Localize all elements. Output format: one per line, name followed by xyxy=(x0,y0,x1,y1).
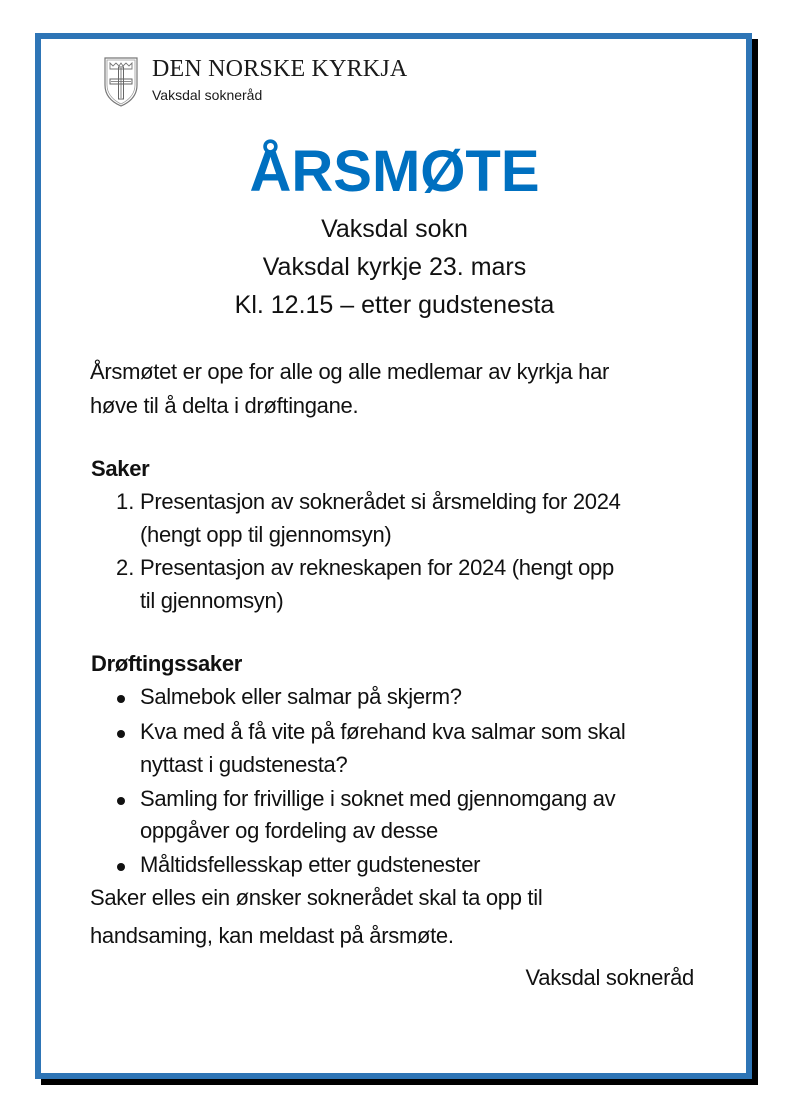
list-item: Kva med å få vite på førehand kva salmar som skal xyxy=(140,719,626,744)
org-subtitle: Vaksdal sokneråd xyxy=(152,87,263,103)
list-item: Salmebok eller salmar på skjerm? xyxy=(140,684,462,709)
org-name: DEN NORSKE KYRKJA xyxy=(152,56,408,82)
list-item: Samling for frivillige i soknet med gjennomgang av xyxy=(140,786,616,811)
bullet-icon xyxy=(117,730,125,738)
list-item: (hengt opp til gjennomsyn) xyxy=(140,522,392,547)
closing-text: Saker elles ein ønsker soknerådet skal ta opp til xyxy=(90,885,543,910)
list-item: Presentasjon av rekneskapen for 2024 (hengt opp xyxy=(140,555,614,580)
intro-text: Årsmøtet er ope for alle og alle medlemar av kyrkja har xyxy=(90,359,610,384)
list-number: 2. xyxy=(116,555,135,580)
subtitle-line: Vaksdal kyrkje 23. mars xyxy=(262,253,527,281)
list-item: Presentasjon av soknerådet si årsmelding for 2024 xyxy=(140,489,621,514)
drofting-heading: Drøftingssaker xyxy=(91,651,243,676)
list-item: Måltidsfellesskap etter gudstenester xyxy=(140,852,481,877)
church-shield-logo-icon xyxy=(104,57,138,107)
bullet-icon xyxy=(117,695,125,703)
bullet-icon xyxy=(117,797,125,805)
closing-text: handsaming, kan meldast på årsmøte. xyxy=(90,923,454,948)
saker-heading: Saker xyxy=(91,456,150,481)
subtitle-line: Vaksdal sokn xyxy=(321,215,468,243)
list-item: til gjennomsyn) xyxy=(140,588,284,613)
subtitle-line: Kl. 12.15 – etter gudstenesta xyxy=(234,291,555,319)
list-number: 1. xyxy=(116,489,135,514)
intro-text: høve til å delta i drøftingane. xyxy=(90,393,359,418)
list-item: nyttast i gudstenesta? xyxy=(140,752,348,777)
bullet-icon xyxy=(117,863,125,871)
page-title: ÅRSMØTE xyxy=(249,139,540,204)
signature: Vaksdal sokneråd xyxy=(525,965,694,990)
list-item: oppgåver og fordeling av desse xyxy=(140,818,438,843)
